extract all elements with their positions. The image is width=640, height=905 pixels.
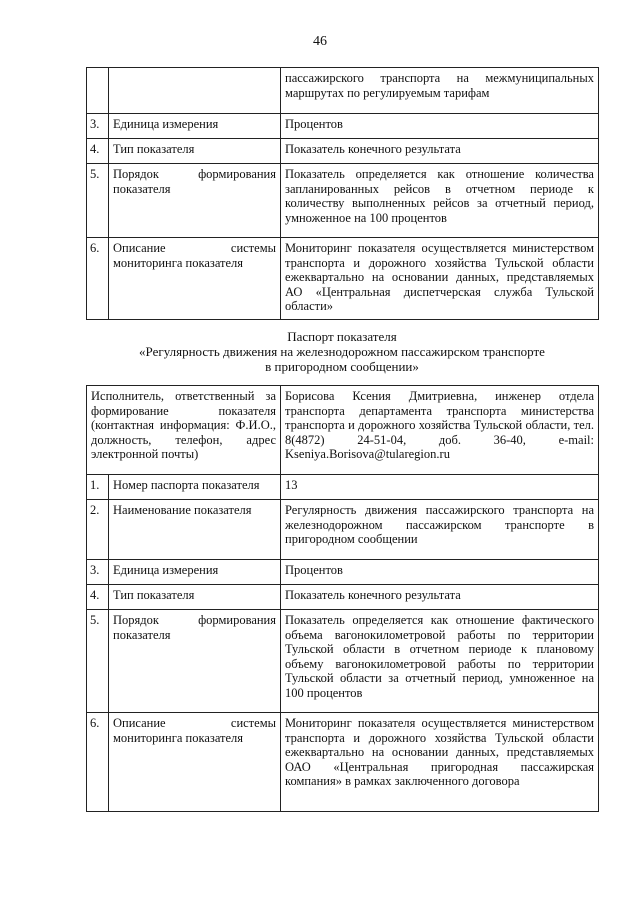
row-label-cell: Описание системы мониторинга показателя [109,713,281,812]
table-row [87,238,599,320]
row-label-cell: Тип показателя [109,585,281,610]
table-row [87,114,599,139]
row-number-cell: 2. [87,500,109,560]
table-row-executor [87,386,599,475]
row-number-cell: 4. [87,585,109,610]
row-value-cell: Процентов [281,114,599,139]
row-value-cell: 13 [281,475,599,500]
table-row [87,713,599,812]
table-row [87,68,599,114]
row-value-cell: Показатель определяется как отношение количества запланированных рейсов в отчетном периоде к количеству выполненных рейсов за отчетный период, умноженное на 100 процентов [281,164,599,238]
passport-table [86,385,599,812]
table-row [87,585,599,610]
table-row [87,139,599,164]
table-row [87,610,599,713]
row-number-cell: 4. [87,139,109,164]
row-number-cell: 6. [87,238,109,320]
row-value-cell: Мониторинг показателя осуществляется министерством транспорта и дорожного хозяйства Тульской области ежеквартально на основании данных, представляемых ОАО «Центральная пригородная пассажирская компания» в рамках заключенного договора [281,713,599,812]
passport-title-line: Паспорт показателя [287,329,397,344]
executor-value-cell: Борисова Ксения Дмитриевна, инженер отдела транспорта департамента транспорта министерства транспорта и дорожного хозяйства Тульской области, тел. 8(4872) 24-51-04, доб. 36-40, e-mail: Kseniya.Borisova@tularegion.ru [281,386,599,475]
row-label-cell: Тип показателя [109,139,281,164]
row-label-cell: Единица измерения [109,114,281,139]
row-value-cell: Мониторинг показателя осуществляется министерством транспорта и дорожного хозяйства Тульской области ежеквартально на основании данных, представляемых АО «Центральная диспетчерская служба Тульской области» [281,238,599,320]
row-label-cell: Единица измерения [109,560,281,585]
row-value-cell: Регулярность движения пассажирского транспорта на железнодорожном пассажирском транспорте в пригородном сообщении [281,500,599,560]
row-value-cell: Показатель конечного результата [281,585,599,610]
executor-label-cell: Исполнитель, ответственный за формирование показателя (контактная информация: Ф.И.О., должность, телефон, адрес электронной почты) [87,386,281,475]
table-row [87,560,599,585]
row-label-cell: Порядок формирования показателя [109,610,281,713]
row-number-cell: 1. [87,475,109,500]
row-value-cell: Показатель определяется как отношение фактического объема вагонокилометровой работы по территории Тульской области в отчетном периоде к плановому объему вагонокилометровой работы по территории Тульской области за отчетный период, умноженное на 100 процентов [281,610,599,713]
row-number-cell: 3. [87,560,109,585]
table-row [87,475,599,500]
passport-table-continued [86,67,599,320]
table-row [87,164,599,238]
row-value-cell: Показатель конечного результата [281,139,599,164]
row-value-cell: Процентов [281,560,599,585]
row-number-cell: 3. [87,114,109,139]
passport-indicator-name-cont: в пригородном сообщении» [265,359,419,374]
row-label-cell: Наименование показателя [109,500,281,560]
row-label-cell: Описание системы мониторинга показателя [109,238,281,320]
row-label-cell: Порядок формирования показателя [109,164,281,238]
row-number-cell: 5. [87,610,109,713]
row-label-cell: Номер паспорта показателя [109,475,281,500]
row-number-cell [87,68,109,114]
table-row [87,500,599,560]
passport-indicator-name: «Регулярность движения на железнодорожном пассажирском транспорте [139,344,545,359]
row-value-cell: пассажирского транспорта на межмуниципальных маршрутах по регулируемым тарифам [281,68,599,114]
passport-title [86,329,598,374]
row-number-cell: 5. [87,164,109,238]
row-number-cell: 6. [87,713,109,812]
row-label-cell [109,68,281,114]
page-number: 46 [313,34,327,49]
